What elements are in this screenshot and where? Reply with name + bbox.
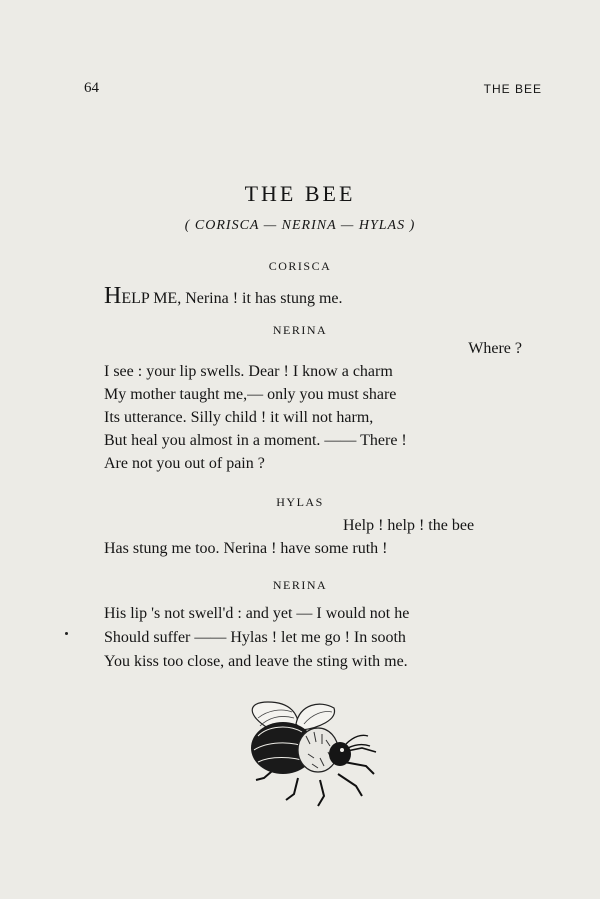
verse-line-10: His lip 's not swell'd : and yet — I would not he xyxy=(104,605,410,622)
drop-cap: H xyxy=(104,283,122,309)
verse-line-9: Has stung me too. Nerina ! have some ruth ! xyxy=(104,540,388,557)
verse-line-5: Its utterance. Silly child ! it will not harm, xyxy=(104,409,374,426)
speaker-corisca: CORISCA xyxy=(268,259,332,273)
speaker-hylas: HYLAS xyxy=(276,495,324,509)
verse-line-8: Help ! help ! the bee xyxy=(343,517,475,534)
verse-line-2: Where ? xyxy=(468,340,522,357)
verse-line-1: HELP ME, Nerina ! it has stung me. xyxy=(104,283,343,309)
bee-icon xyxy=(238,696,388,816)
ink-speck xyxy=(65,632,68,635)
show-through xyxy=(150,112,530,175)
page-number: 64 xyxy=(84,80,99,96)
verse-line-11: Should suffer —— Hylas ! let me go ! In sooth xyxy=(104,629,406,646)
cast-list: ( CORISCA — NERINA — HYLAS ) xyxy=(184,218,416,233)
verse-line-7: Are not you out of pain ? xyxy=(104,455,265,472)
verse-line-3: I see : your lip swells. Dear ! I know a charm xyxy=(104,363,393,380)
verse-line-4: My mother taught me,— only you must share xyxy=(104,386,397,403)
running-head: THE BEE xyxy=(483,82,542,96)
speaker-nerina-2: NERINA xyxy=(272,578,328,592)
verse-line-12: You kiss too close, and leave the sting with me. xyxy=(104,653,408,670)
poem-title: THE BEE xyxy=(244,181,356,206)
verse-line-6: But heal you almost in a moment. —— There ! xyxy=(104,432,407,449)
speaker-nerina: NERINA xyxy=(272,323,328,337)
